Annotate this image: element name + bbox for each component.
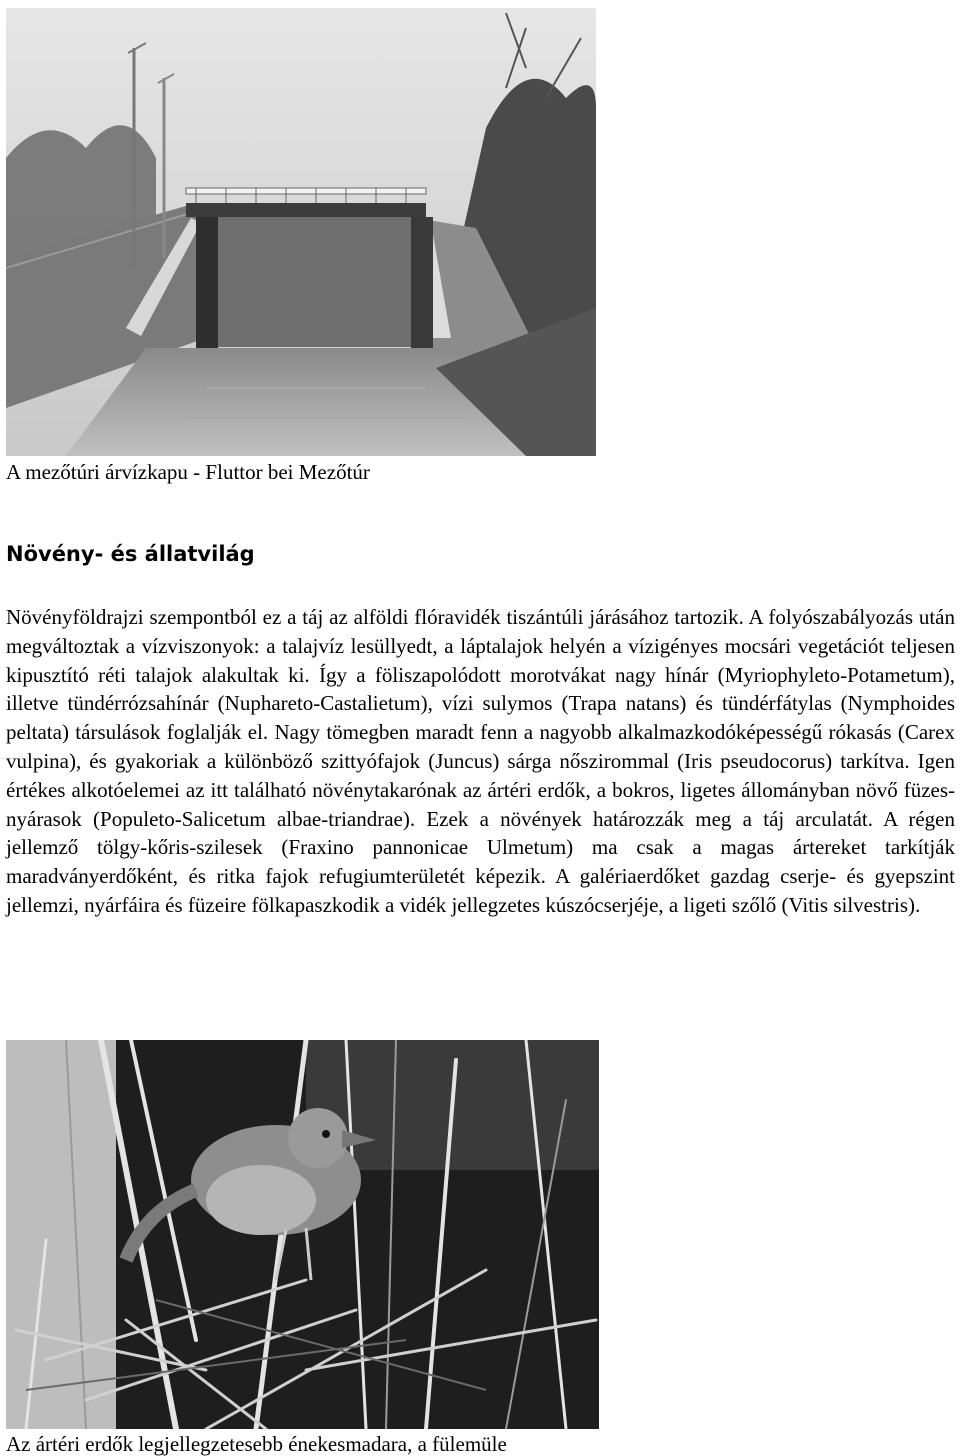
section-body-text: Növényföldrajzi szempontból ez a táj az alföldi flóravidék tiszántúli járásához tartozik. A folyószabályozás után megváltoztak a vízviszonyok: a talajvíz lesüllyedt, a láptalajok helyén a vízigényes mocsári vegetációt teljesen kipusztító réti talajok alakultak ki. Így a föliszapolódott morotvákat nagy hínár (Myriophyleto-Potametum), illetve tündérrózsahínár (Nuphareto-Castalietum), vízi sulymos (Trapa natans) és tündérfátylas (Nymphoides peltata) társulások foglalják el. Nagy tömegben maradt fenn a nagyobb alkalmazkodóképességű rókasás (Carex vulpina), és gyakoriak a különböző szittyófajok (Juncus) sárga nőszirommal (Iris pseudocorus) tarkítva. Igen értékes alkotóelemei az itt található növénytakarónak az ártéri erdők, a bokros, ligetes állományban növő füzes-nyárasok (Populeto-Salicetum albae-triandrae). Ezek a növények határozzák meg a táj arculatát. A régen jellemző tölgy-kőris-szilesek (Fraxino pannonicae Ulmetum) ma csak a magas ártereket tarkítják maradványerdőként, és ritka fajok refugiumterületét képezik. A galériaerdőket gazdag cserje- és gyepszint jellemzi, nyárfáira és füzeire fölkapaszkodik a vidék jellegzetes kúszócserjéje, a ligeti szőlő (Vitis silvestris).: [6, 605, 955, 917]
floodgate-photo: [6, 8, 596, 456]
photo-caption-top: A mezőtúri árvízkapu - Fluttor bei Mezőtúr: [6, 460, 370, 484]
nightingale-photo: [6, 1040, 599, 1429]
section-heading: Növény- és állatvilág: [6, 542, 255, 566]
photo-caption-bottom: Az ártéri erdők legjellegzetesebb énekesmadara, a fülemüle: [6, 1432, 507, 1456]
